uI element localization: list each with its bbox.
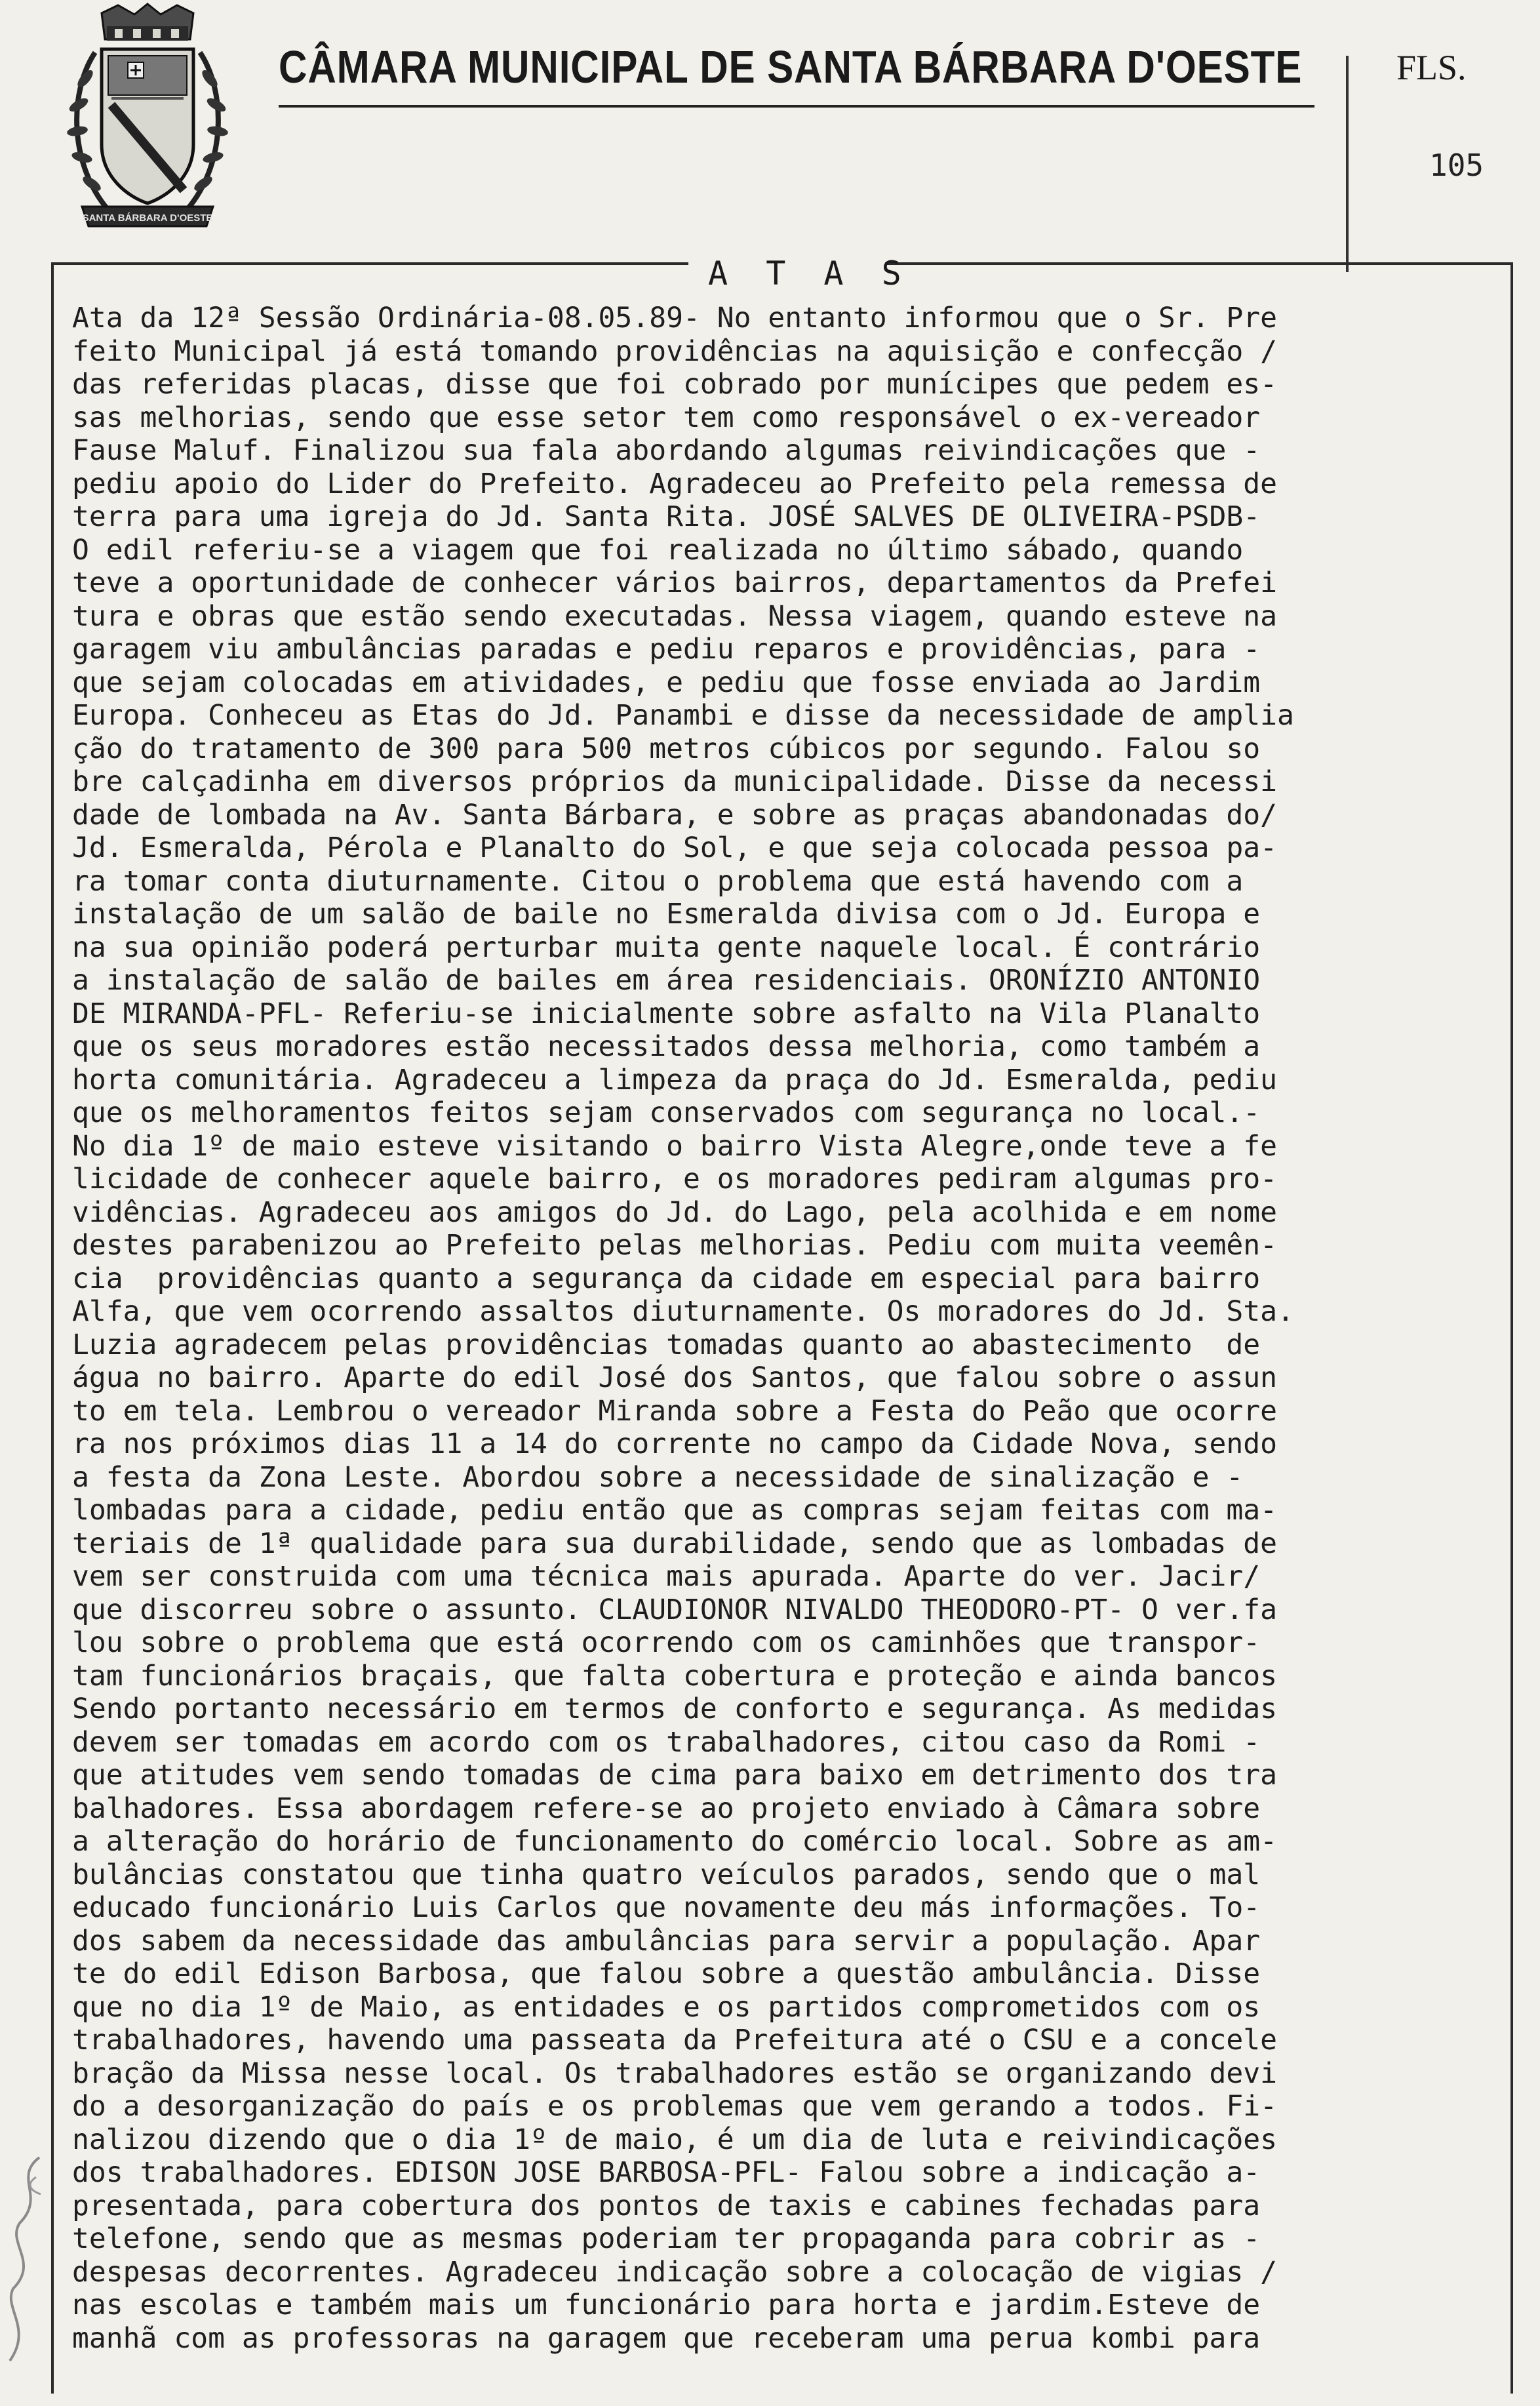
text-line: bulâncias constatou que tinha quatro veículos parados, sendo que o mal	[72, 1858, 1261, 1891]
text-line: teve a oportunidade de conhecer vários bairros, departamentos da Prefei	[72, 567, 1278, 599]
text-line: garagem viu ambulâncias paradas e pediu reparos e providências, para -	[72, 633, 1261, 666]
text-line: das referidas placas, disse que foi cobrado por munícipes que pedem es-	[72, 368, 1278, 401]
text-line: dos sabem da necessidade das ambulâncias para servir a população. Apar	[72, 1924, 1261, 1957]
text-line: ra tomar conta diuturnamente. Citou o problema que está havendo com a	[72, 864, 1244, 898]
text-line: Jd. Esmeralda, Pérola e Planalto do Sol, e que seja colocada pessoa pa-	[72, 832, 1278, 864]
text-line: to em tela. Lembrou o vereador Miranda sobre a Festa do Peão que ocorre	[72, 1394, 1278, 1428]
handwritten-margin-mark-icon	[0, 2151, 52, 2400]
text-line: presentada, para cobertura dos pontos de taxis e cabines fechadas para	[72, 2189, 1261, 2222]
text-line: teriais de 1ª qualidade para sua durabilidade, sendo que as lombadas de	[72, 1527, 1278, 1560]
text-line: te do edil Edison Barbosa, que falou sobre a questão ambulância. Disse	[72, 1957, 1261, 1990]
text-line: Europa. Conheceu as Etas do Jd. Panambi e disse da necessidade de amplia	[72, 699, 1294, 732]
text-line: trabalhadores, havendo uma passeata da Prefeitura até o CSU e a concele	[72, 2024, 1278, 2056]
text-line: cia providências quanto a segurança da cidade em especial para bairro	[72, 1262, 1261, 1295]
text-line: tura e obras que estão sendo executadas. Nessa viagem, quando esteve na	[72, 599, 1278, 633]
text-line: dos trabalhadores. EDISON JOSE BARBOSA-PFL- Falou sobre a indicação a-	[72, 2156, 1261, 2189]
text-line: lombadas para a cidade, pediu então que as compras sejam feitas com ma-	[72, 1494, 1278, 1527]
text-line: instalação de um salão de baile no Esmeralda divisa com o Jd. Europa e	[72, 898, 1261, 931]
svg-text:SANTA BÁRBARA D'OESTE: SANTA BÁRBARA D'OESTE	[82, 212, 213, 224]
text-line: destes parabenizou ao Prefeito pelas melhorias. Pediu com muita veemên-	[72, 1229, 1278, 1262]
title-underline	[279, 105, 1314, 108]
text-line: tam funcionários braçais, que falta cobertura e proteção e ainda bancos	[72, 1659, 1278, 1693]
text-line: telefone, sendo que as mesmas poderiam ter propaganda para cobrir as -	[72, 2222, 1261, 2255]
text-line: devem ser tomadas em acordo com os trabalhadores, citou caso da Romi -	[72, 1725, 1261, 1759]
text-line: que discorreu sobre o assunto. CLAUDIONOR NIVALDO THEODORO-PT- O ver.fa	[72, 1593, 1278, 1626]
section-label: A T A S	[708, 254, 911, 292]
text-line: nalizou dizendo que o dia 1º de maio, é um dia de luta e reivindicações	[72, 2123, 1278, 2156]
text-line: No dia 1º de maio esteve visitando o bairro Vista Alegre,onde teve a fe	[72, 1129, 1278, 1163]
text-line: Alfa, que vem ocorrendo assaltos diuturnamente. Os moradores do Jd. Sta.	[72, 1295, 1294, 1328]
text-line: balhadores. Essa abordagem refere-se ao projeto enviado à Câmara sobre	[72, 1792, 1261, 1825]
text-line: bre calçadinha em diversos próprios da municipalidade. Disse da necessi	[72, 765, 1278, 798]
text-line: pediu apoio do Lider do Prefeito. Agradeceu ao Prefeito pela remessa de	[72, 467, 1278, 500]
text-line: que os seus moradores estão necessitados dessa melhoria, como também a	[72, 1030, 1261, 1063]
minutes-body	[72, 302, 1475, 2355]
text-line: lou sobre o problema que está ocorrendo com os caminhões que transpor-	[72, 1626, 1261, 1659]
text-line: que no dia 1º de Maio, as entidades e os partidos comprometidos com os	[72, 1990, 1261, 2024]
text-line: vidências. Agradeceu aos amigos do Jd. do Lago, pela acolhida e em nome	[72, 1195, 1278, 1229]
text-line: a instalação de salão de bailes em área residenciais. ORONÍZIO ANTONIO	[72, 964, 1261, 997]
text-line: na sua opinião poderá perturbar muita gente naquele local. É contrário	[72, 931, 1261, 964]
text-line: O edil referiu-se a viagem que foi realizada no último sábado, quando	[72, 533, 1244, 567]
text-line: Fause Maluf. Finalizou sua fala abordando algumas reivindicações que -	[72, 434, 1261, 467]
text-line: horta comunitária. Agradeceu a limpeza da praça do Jd. Esmeralda, pediu	[72, 1063, 1278, 1096]
text-line: DE MIRANDA-PFL- Referiu-se inicialmente sobre asfalto na Vila Planalto	[72, 997, 1261, 1030]
text-line: que os melhoramentos feitos sejam conservados com segurança no local.-	[72, 1096, 1261, 1129]
text-line: terra para uma igreja do Jd. Santa Rita. JOSÉ SALVES DE OLIVEIRA-PSDB-	[72, 500, 1261, 533]
chamber-title: CÂMARA MUNICIPAL DE SANTA BÁRBARA D'OESTE	[279, 41, 1303, 92]
sheet-label: FLS.	[1396, 48, 1467, 87]
text-line: do a desorganização do país e os problemas que vem gerando a todos. Fi-	[72, 2090, 1278, 2123]
text-line: despesas decorrentes. Agradeceu indicação sobre a colocação de vigias /	[72, 2255, 1278, 2289]
text-line: água no bairro. Aparte do edil José dos Santos, que falou sobre o assun	[72, 1361, 1278, 1394]
header-divider	[1346, 56, 1349, 272]
text-line: educado funcionário Luis Carlos que novamente deu más informações. To-	[72, 1891, 1261, 1924]
text-line: vem ser construida com uma técnica mais apurada. Aparte do ver. Jacir/	[72, 1560, 1261, 1593]
text-line: que atitudes vem sendo tomadas de cima para baixo em detrimento dos tra	[72, 1759, 1278, 1792]
text-line: Luzia agradecem pelas providências tomadas quanto ao abastecimento de	[72, 1328, 1261, 1361]
text-line: nas escolas e também mais um funcionário para horta e jardim.Esteve de	[72, 2289, 1261, 2321]
text-line: manhã com as professoras na garagem que receberam uma perua kombi para	[72, 2321, 1261, 2355]
text-line: licidade de conhecer aquele bairro, e os moradores pediram algumas pro-	[72, 1163, 1278, 1195]
text-line: ção do tratamento de 300 para 500 metros cúbicos por segundo. Falou so	[72, 732, 1261, 765]
text-line: ra nos próximos dias 11 a 14 do corrente no campo da Cidade Nova, sendo	[72, 1428, 1278, 1460]
text-line: que sejam colocadas em atividades, e pediu que fosse enviada ao Jardim	[72, 666, 1261, 699]
text-line: Sendo portanto necessário em termos de conforto e segurança. As medidas	[72, 1693, 1278, 1725]
text-line: dade de lombada na Av. Santa Bárbara, e sobre as praças abandonadas do/	[72, 798, 1278, 832]
text-line: bração da Missa nesse local. Os trabalhadores estão se organizando devi	[72, 2056, 1278, 2090]
text-line: a festa da Zona Leste. Abordou sobre a necessidade de sinalização e -	[72, 1460, 1244, 1494]
sheet-number: 105	[1429, 148, 1484, 183]
text-line: a alteração do horário de funcionamento do comércio local. Sobre as am-	[72, 1825, 1278, 1858]
text-line: feito Municipal já está tomando providências na aquisição e confecção /	[72, 334, 1278, 368]
text-line: Ata da 12ª Sessão Ordinária-08.05.89- No entanto informou que o Sr. Pre	[72, 302, 1278, 334]
text-line: sas melhorias, sendo que esse setor tem como responsável o ex-vereador	[72, 401, 1261, 434]
municipal-crest-icon	[56, 0, 239, 243]
